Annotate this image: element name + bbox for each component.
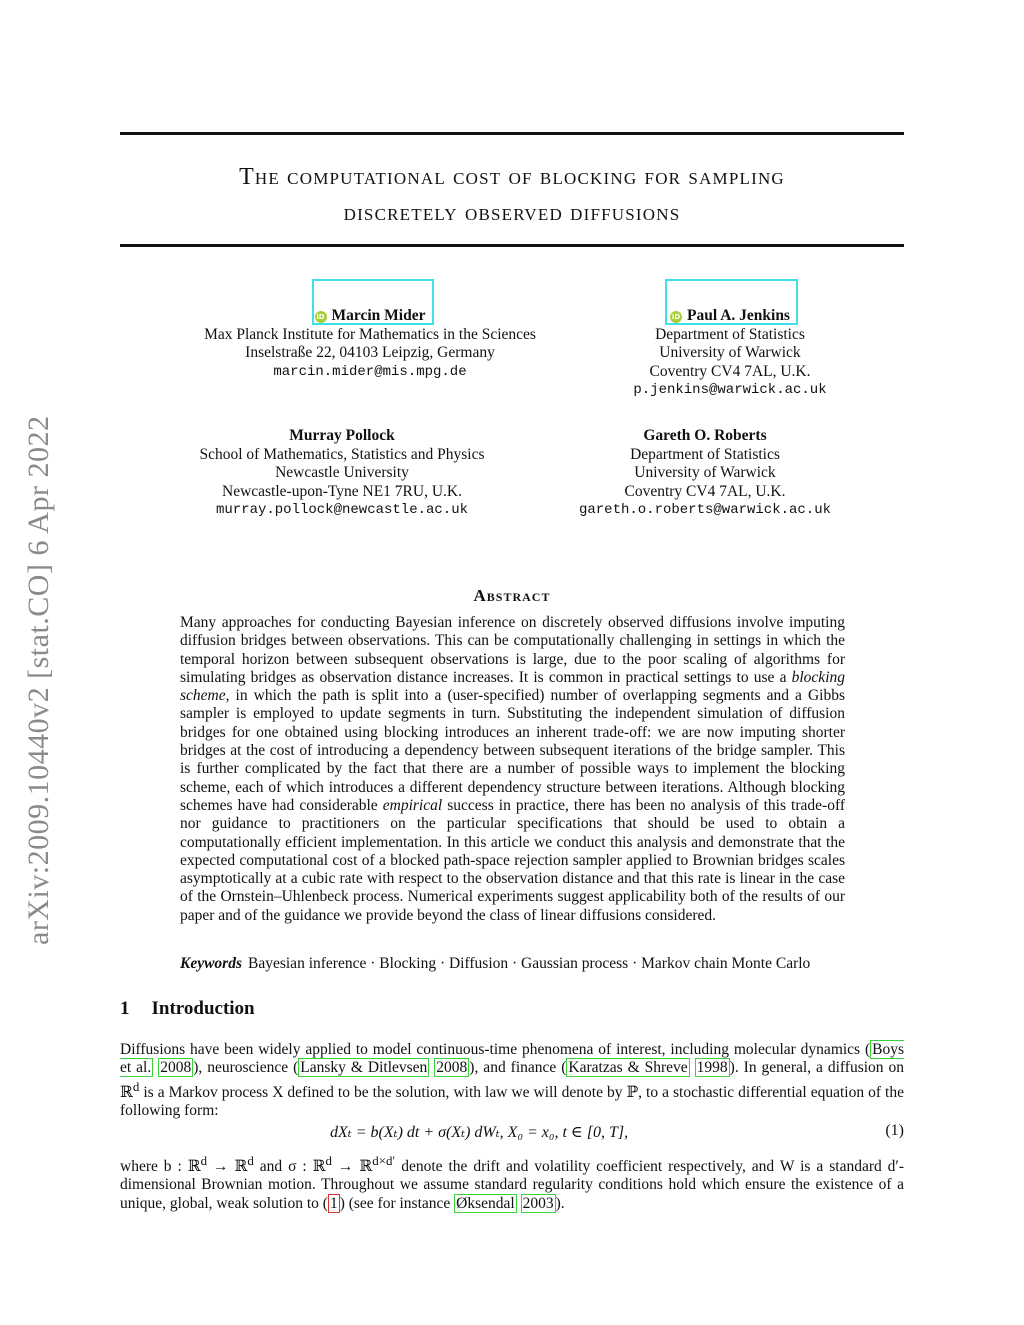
author-name: iD Paul A. Jenkins: [671, 307, 790, 324]
arxiv-sidebar-stamp: arXiv:2009.10440v2 [stat.CO] 6 Apr 2022: [22, 415, 55, 945]
author-block-mider: [170, 307, 570, 381]
citation-year-link[interactable]: 1998: [696, 1059, 728, 1077]
paper-title-line-2: discretely observed diffusions: [343, 200, 681, 226]
author-email[interactable]: gareth.o.roberts@warwick.ac.uk: [578, 502, 832, 518]
author-address: Coventry CV4 7AL, U.K.: [624, 482, 786, 500]
abstract-heading: Abstract: [473, 586, 551, 605]
keywords-label: Keywords: [180, 955, 242, 972]
author-affiliation: Department of Statistics: [655, 325, 805, 343]
citation-year-link[interactable]: 2003: [522, 1194, 554, 1212]
author-affiliation: School of Mathematics, Statistics and Physics: [199, 445, 485, 463]
equation-number: (1): [885, 1122, 904, 1139]
author-institution: University of Warwick: [634, 464, 776, 481]
author-affiliation: Max Planck Institute for Mathematics in the Sciences: [204, 325, 536, 343]
author-address: Inselstraße 22, 04103 Leipzig, Germany: [245, 344, 495, 361]
citation-link[interactable]: Øksendal: [456, 1194, 515, 1212]
keywords-line: [180, 955, 860, 973]
author-name: Murray Pollock: [289, 427, 395, 444]
intro-paragraph: Diffusions have been widely applied to model continuous-time phenomena of interest, including molecular dynamics ( Boys et al. 2008 ), neuroscience ( Lansky & Ditlevsen 2008 ), and finance ( Karatzas & Shreve 1998 ). In general, a diffusion on ℝ$^d$ is a Markov process X defined to be the solution, with law we will denote by ℙ, to a stochastic differential equation of the following form:: [120, 1041, 905, 1120]
author-affiliation: Department of Statistics: [630, 445, 780, 463]
author-institution: University of Warwick: [659, 344, 801, 361]
orcid-icon[interactable]: iD: [671, 313, 681, 321]
equation-body: dXₜ = b(Xₜ) dt + σ(Xₜ) dWₜ, X₀ = x₀, t ∈ [0, T],: [330, 1124, 629, 1141]
author-name: iD Marcin Mider: [316, 307, 426, 324]
title-bottom-rule: [120, 244, 904, 247]
author-name: Gareth O. Roberts: [643, 427, 767, 444]
keywords-list: Bayesian inference · Blocking · Diffusion · Gaussian process · Markov chain Monte Carlo: [248, 955, 811, 972]
author-email[interactable]: murray.pollock@newcastle.ac.uk: [215, 502, 469, 518]
equation-reference-link[interactable]: 1: [329, 1194, 338, 1212]
citation-year-link[interactable]: 2008: [436, 1059, 468, 1077]
after-equation-paragraph: where b : ℝ$^d$ → ℝ$^d$ and σ : ℝ$^d$ → ℝ$^{d\times d'}$ denote the drift and volatility coefficient respectively, and W is a standard d′-dimensional Brownian motion. Throughout we assume standard regularity conditions hold which ensure the existence of a unique, global, weak solution to ( 1 ) (see for instance Øksendal 2003 ).: [120, 1153, 904, 1212]
author-email[interactable]: marcin.mider@mis.mpg.de: [273, 363, 467, 380]
citation-year-link[interactable]: 2008: [160, 1059, 192, 1077]
author-institution: Newcastle University: [275, 464, 409, 481]
section-heading-introduction: 1 Introduction: [120, 998, 255, 1019]
citation-link[interactable]: Lansky & Ditlevsen: [300, 1059, 428, 1077]
author-block-jenkins: [580, 307, 880, 400]
author-address: Newcastle-upon-Tyne NE1 7RU, U.K.: [222, 482, 462, 500]
citation-link[interactable]: Boys et al.: [120, 1041, 904, 1077]
orcid-icon[interactable]: iD: [316, 313, 325, 321]
author-block-pollock: [170, 427, 514, 520]
author-address: Coventry CV4 7AL, U.K.: [649, 362, 811, 380]
paper-title-line-1: The computational cost of blocking for sampling: [239, 164, 785, 190]
citation-link[interactable]: Karatzas & Shreve: [568, 1059, 688, 1077]
author-block-roberts: [555, 427, 855, 520]
title-top-rule: [120, 132, 904, 135]
abstract-body: Many approaches for conducting Bayesian inference on discretely observed diffusions involve imputing diffusion bridges between observations. This can be computationally challenging in settings in which the temporal horizon between subsequent observations is large, due to the poor scaling of algorithms for simulating bridges as observation distance increases. It is common in practical settings to use a blocking scheme, in which the path is split into a (user-specified) number of overlapping segments and a Gibbs sampler is employed to update segments in turn. Substituting the independent simulation of diffusion bridges for one obtained using blocking introduces an inherent trade-off: we are now imputing shorter bridges at the cost of introducing a dependency between subsequent iterations of the bridge sampler. This is further complicated by the fact that there are a number of possible ways to implement the blocking scheme, each of which introduces a different dependency structure between iterations. Although blocking schemes have had considerable empirical success in practice, there has been no analysis of this trade-off nor guidance to practitioners on the particular specifications that should be used to obtain a computationally efficient implementation. In this article we conduct this analysis and demonstrate that the expected computational cost of a blocked path-space rejection sampler applied to Brownian bridges scales asymptotically at a cubic rate with respect to the observation distance and that this rate is linear in the case of the Ornstein–Uhlenbeck process. Numerical experiments suggest applicability both of the results of our paper and of the guidance we provide beyond the class of linear diffusions considered.: [180, 614, 845, 924]
author-email[interactable]: p.jenkins@warwick.ac.uk: [633, 382, 827, 398]
